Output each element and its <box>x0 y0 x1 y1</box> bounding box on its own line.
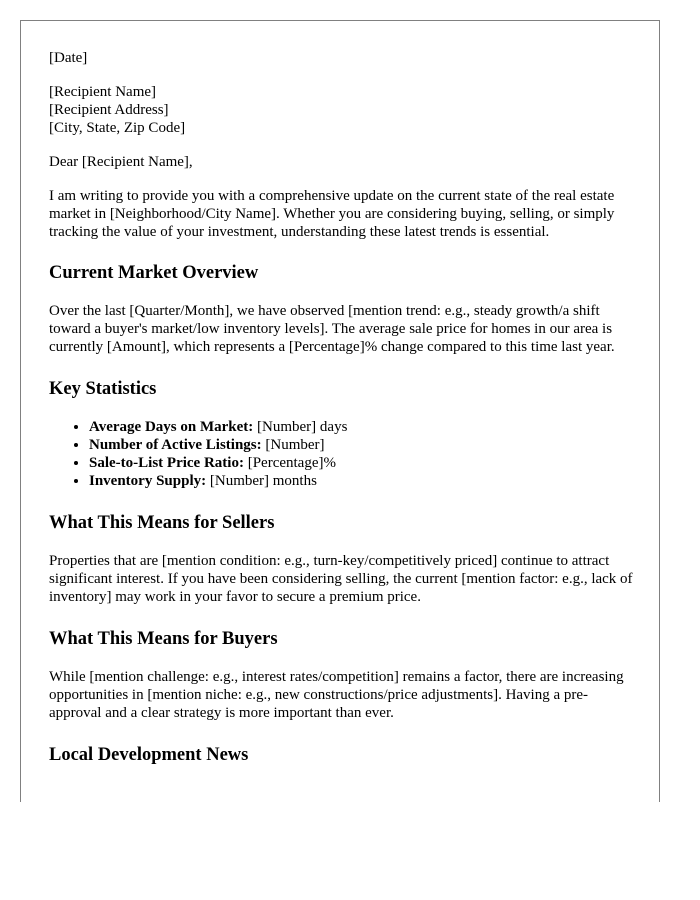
list-item <box>89 454 639 472</box>
stat-value: [Number] days <box>257 419 348 435</box>
letter-page <box>20 20 660 802</box>
stat-label: Inventory Supply: <box>89 473 207 489</box>
market-overview-heading: Current Market Overview <box>49 263 259 283</box>
stat-label: Number of Active Listings: <box>89 437 262 453</box>
recipient-name: [Recipient Name] <box>49 84 157 100</box>
letter-content <box>49 49 639 784</box>
list-item <box>89 472 639 490</box>
stat-label: Average Days on Market: <box>89 419 254 435</box>
buyers-body: While [mention challenge: e.g., interest rates/competition] remains a factor, there are increasing opportunities in [mention niche: e.g., new constructions/price adjustments]. Having a pre-approval and a clear strategy is more important than ever. <box>49 669 624 721</box>
recipient-city-state-zip: [City, State, Zip Code] <box>49 120 186 136</box>
local-development-heading: Local Development News <box>49 745 249 765</box>
buyers-heading: What This Means for Buyers <box>49 629 278 649</box>
list-item <box>89 436 639 454</box>
market-overview-body: Over the last [Quarter/Month], we have observed [mention trend: e.g., steady growth/a shift toward a buyer's market/low inventory levels]. The average sale price for homes in our area is currently [Amount], which represents a [Percentage]% change compared to this time last year. <box>49 303 615 355</box>
sellers-heading: What This Means for Sellers <box>49 513 275 533</box>
stat-label: Sale-to-List Price Ratio: <box>89 455 244 471</box>
stat-value: [Percentage]% <box>247 455 336 471</box>
stat-value: [Number] months <box>209 473 317 489</box>
stat-value: [Number] <box>265 437 325 453</box>
sellers-body: Properties that are [mention condition: e.g., turn-key/competitively priced] continue to attract significant interest. If you have been considering selling, the current [mention factor: e.g., lack of inventory] may work in your favor to secure a premium price. <box>49 553 633 605</box>
key-statistics-list <box>49 418 639 490</box>
recipient-block <box>49 83 639 137</box>
key-statistics-heading: Key Statistics <box>49 379 157 399</box>
salutation: Dear [Recipient Name], <box>49 154 193 170</box>
intro-paragraph: I am writing to provide you with a comprehensive update on the current state of the real estate market in [Neighborhood/City Name]. Whether you are considering buying, selling, or simply tracking the value of your investment, understanding these latest trends is essential. <box>49 188 615 240</box>
recipient-address: [Recipient Address] <box>49 102 169 118</box>
list-item <box>89 418 639 436</box>
letter-date: [Date] <box>49 50 88 66</box>
